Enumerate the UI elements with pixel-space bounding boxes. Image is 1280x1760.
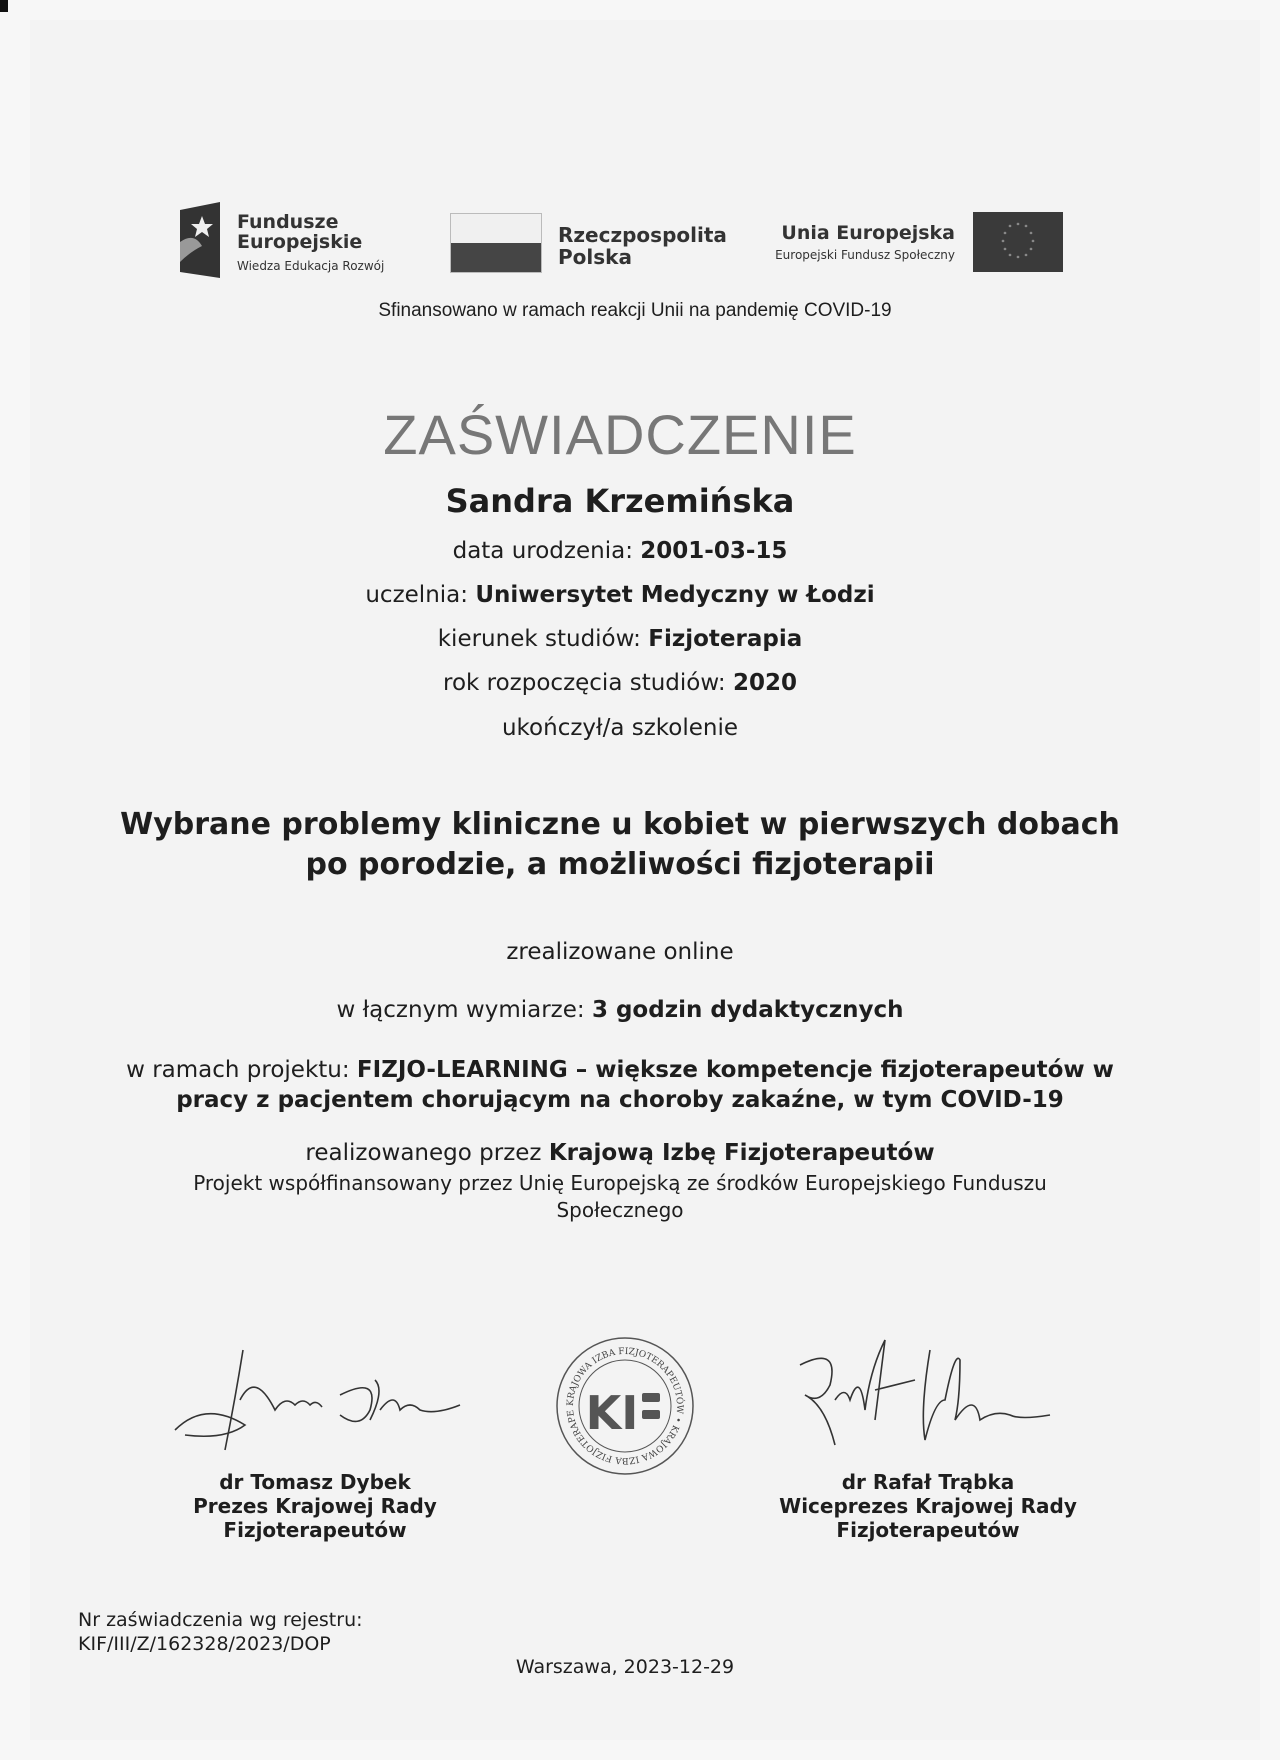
signatory-name: dr Tomasz Dybek xyxy=(219,1470,411,1494)
recipient-name: Sandra Krzemińska xyxy=(445,482,795,520)
realized-label: realizowanego przez xyxy=(305,1140,542,1166)
delivery-mode: zrealizowane online xyxy=(506,939,734,965)
svg-text:*: * xyxy=(1008,253,1012,260)
hours-value: 3 godzin dydaktycznych xyxy=(591,997,904,1023)
svg-text:KRAJOWA IZBA FIZJOTERAPEUTÓW •: KRAJOWA IZBA FIZJOTERAPEUTÓW • KRAJOWA IZBA FIZJOTERAPE xyxy=(565,1346,685,1466)
signature-tomasz-dybek xyxy=(165,1340,465,1460)
course-title-line: Wybrane problemy kliniczne u kobiet w pierwszych dobach xyxy=(120,807,1120,842)
project-label: w ramach projektu: xyxy=(126,1057,350,1083)
field-of-study-row xyxy=(0,626,1260,652)
signatory-1 xyxy=(125,1470,505,1542)
university-row xyxy=(0,582,1260,608)
rp-line1: Rzeczpospolita xyxy=(558,223,727,247)
hours-label: w łącznym wymiarze: xyxy=(336,997,585,1023)
registry-block xyxy=(78,1608,363,1656)
start-year-value: 2020 xyxy=(732,670,797,696)
fe-line1: Fundusze xyxy=(237,211,339,233)
university-value: Uniwersytet Medyczny w Łodzi xyxy=(475,582,875,608)
fe-line2: Europejskie xyxy=(237,231,363,253)
signatory-role: Fizjoterapeutów xyxy=(223,1518,407,1542)
start-year-row xyxy=(0,670,1260,696)
svg-text:*: * xyxy=(1029,247,1033,254)
ue-logo-text xyxy=(740,222,955,262)
svg-text:*: * xyxy=(1024,224,1028,231)
svg-text:*: * xyxy=(1029,231,1033,238)
svg-text:KI: KI xyxy=(585,1386,639,1440)
birth-date-value: 2001-03-15 xyxy=(640,538,788,564)
scan-edge-mark xyxy=(0,0,8,12)
project-value: FIZJO-LEARNING – większe kompetencje fizjoterapeutów w xyxy=(356,1057,1114,1083)
hours-row xyxy=(0,997,1260,1023)
birth-date-row xyxy=(0,538,1260,564)
funding-note: Sfinansowano w ramach reakcji Unii na pandemię COVID-19 xyxy=(378,300,892,321)
field-label: uczelnia: xyxy=(365,582,469,608)
fe-sub: Wiedza Edukacja Rozwój xyxy=(237,259,385,273)
field-label: rok rozpoczęcia studiów: xyxy=(443,670,726,696)
svg-text:*: * xyxy=(1024,253,1028,260)
signatory-role: Prezes Krajowej Rady xyxy=(193,1494,437,1518)
field-of-study-value: Fizjoterapia xyxy=(648,626,803,652)
signature-rafal-trabka xyxy=(795,1330,1065,1460)
registry-label: Nr zaświadczenia wg rejestru: xyxy=(78,1609,363,1631)
signatory-2 xyxy=(738,1470,1118,1542)
rp-logo-text xyxy=(558,224,727,268)
svg-text:*: * xyxy=(1001,239,1005,246)
completed-text: ukończył/a szkolenie xyxy=(501,715,739,741)
rp-line2: Polska xyxy=(558,245,632,269)
place-date: Warszawa, 2023-12-29 xyxy=(515,1656,735,1678)
ue-sub: Europejski Fundusz Społeczny xyxy=(775,248,955,262)
field-label: data urodzenia: xyxy=(452,538,633,564)
fundusze-europejskie-logo-icon xyxy=(180,202,220,278)
fe-logo-text xyxy=(237,212,384,276)
eu-flag-icon xyxy=(973,212,1063,272)
svg-text:*: * xyxy=(1003,231,1007,238)
field-label: kierunek studiów: xyxy=(437,626,641,652)
signatory-name: dr Rafał Trąbka xyxy=(841,1470,1015,1494)
svg-text:*: * xyxy=(1016,222,1020,229)
svg-text:*: * xyxy=(1031,239,1035,246)
svg-text:*: * xyxy=(1016,255,1020,262)
kif-seal-icon xyxy=(554,1335,696,1477)
project-row xyxy=(0,1055,1260,1115)
svg-text:*: * xyxy=(1008,224,1012,231)
cofinance-line: Społecznego xyxy=(556,1198,684,1222)
svg-text:*: * xyxy=(1003,247,1007,254)
realized-by-row xyxy=(0,1140,1260,1166)
signatory-role: Fizjoterapeutów xyxy=(836,1518,1020,1542)
ue-line1: Unia Europejska xyxy=(781,222,955,244)
cofinance-note xyxy=(0,1170,1260,1224)
project-value-cont: pracy z pacjentem chorującym na choroby zakaźne, w tym COVID-19 xyxy=(176,1087,1064,1113)
course-title xyxy=(0,805,1260,885)
signatory-role: Wiceprezes Krajowej Rady xyxy=(779,1494,1077,1518)
polish-flag-icon xyxy=(450,213,542,273)
registry-number: KIF/III/Z/162328/2023/DOP xyxy=(78,1633,331,1655)
course-title-line: po porodzie, a możliwości fizjoterapii xyxy=(305,847,935,882)
certificate-title: ZAŚWIADCZENIE xyxy=(383,403,857,466)
cofinance-line: Projekt współfinansowany przez Unię Europejską ze środków Europejskiego Funduszu xyxy=(193,1171,1047,1195)
realized-value: Krajową Izbę Fizjoterapeutów xyxy=(548,1140,935,1166)
